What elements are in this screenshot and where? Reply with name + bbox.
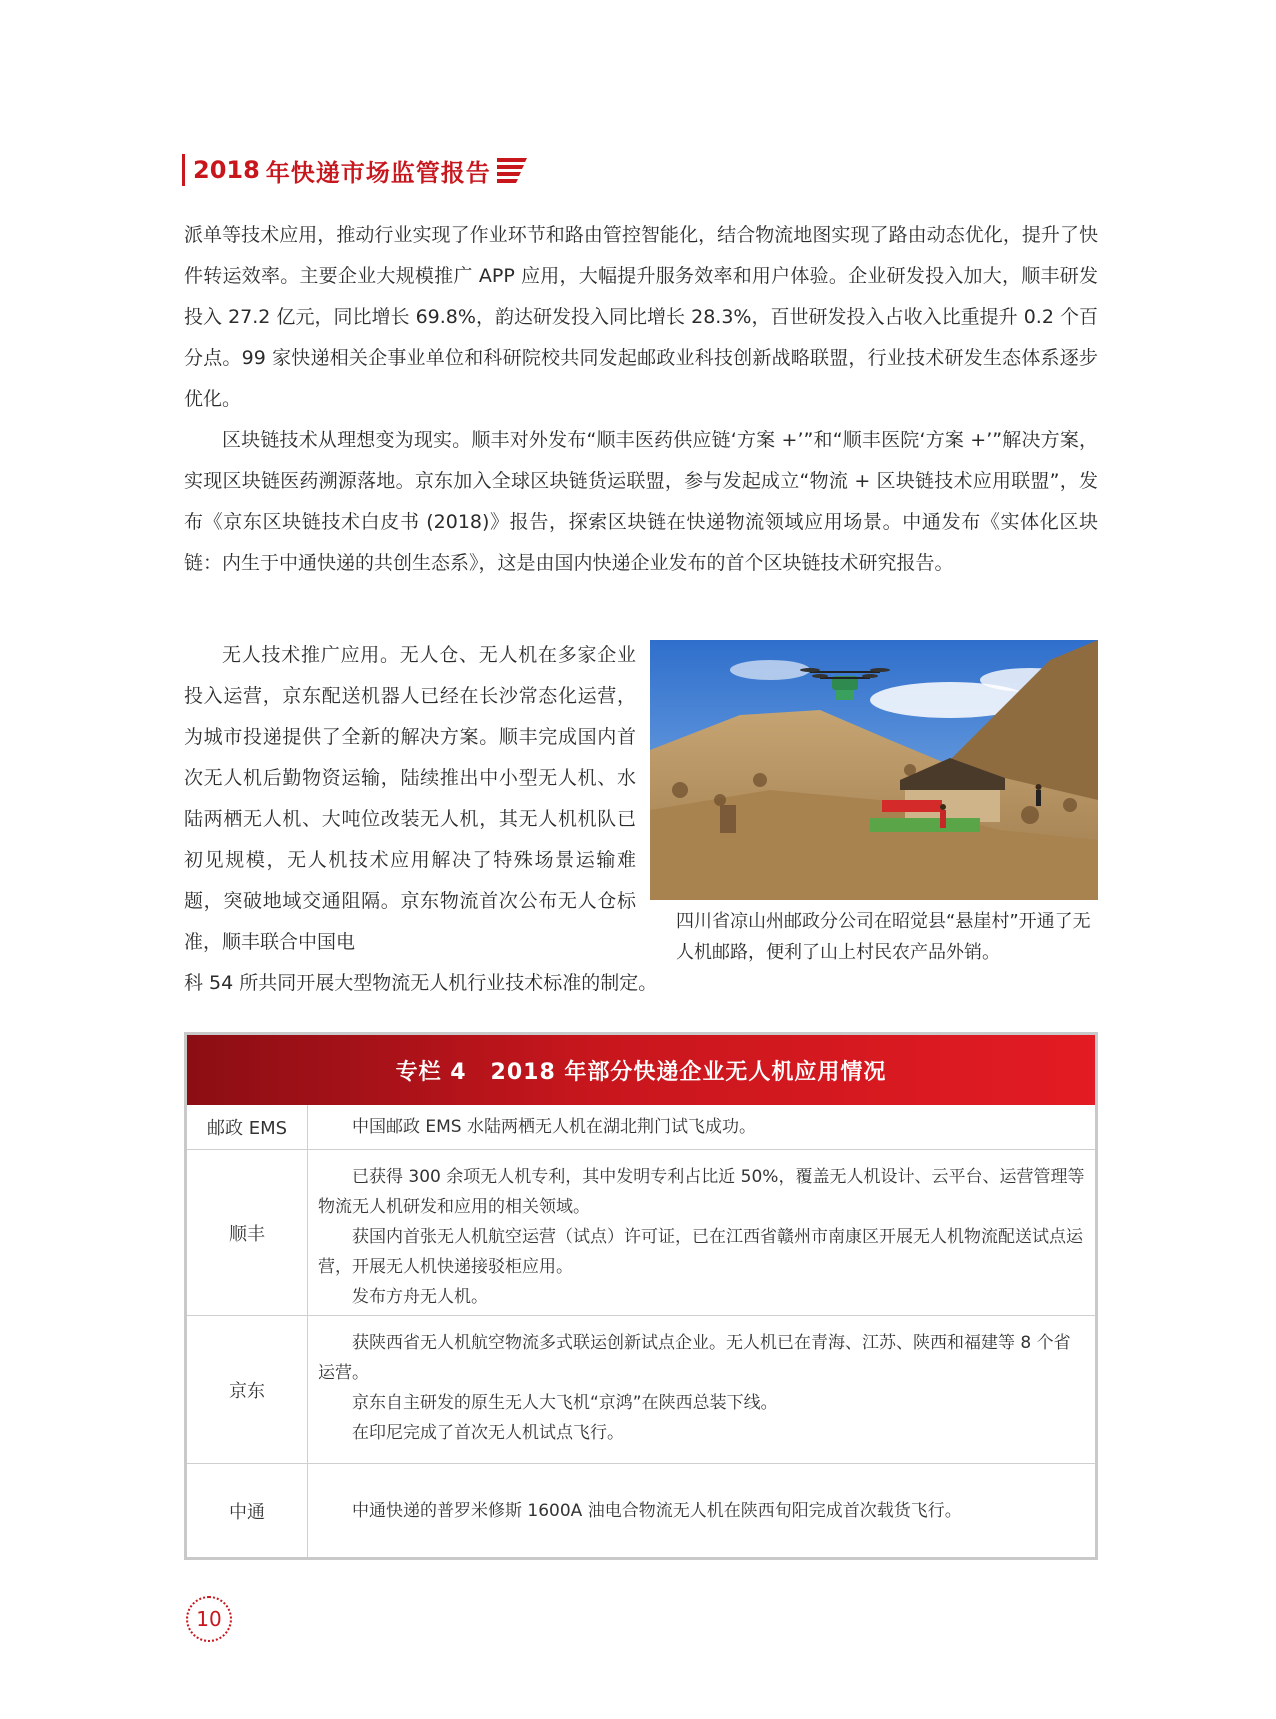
- header-stripes-icon: [497, 157, 527, 183]
- column-title: 2018 年部分快递企业无人机应用情况: [490, 1059, 887, 1085]
- header-accent-bar: [182, 154, 185, 186]
- company-name: 京东: [187, 1316, 308, 1463]
- company-name: 中通: [187, 1464, 308, 1557]
- company-description: [308, 1464, 1095, 1557]
- table-row: [187, 1105, 1095, 1149]
- description-line: 获国内首张无人机航空运营（试点）许可证，已在江西省赣州市南康区开展无人机物流配送试点运营，开展无人机快递接驳柜应用。: [318, 1227, 1083, 1277]
- table-row: [187, 1315, 1095, 1463]
- description-line: 发布方舟无人机。: [352, 1287, 488, 1307]
- description-line: 获陕西省无人机航空物流多式联运创新试点企业。无人机已在青海、江苏、陕西和福建等 8 个省运营。: [318, 1333, 1071, 1383]
- column-box: [184, 1032, 1098, 1560]
- company-description: [308, 1105, 1095, 1149]
- company-description: [308, 1150, 1095, 1315]
- description-line: 中通快递的普罗米修斯 1600A 油电合物流无人机在陕西旬阳完成首次载货飞行。: [352, 1500, 962, 1521]
- page-number: 10: [186, 1596, 232, 1642]
- paragraph-blockchain: 区块链技术从理想变为现实。顺丰对外发布“顺丰医药供应链‘方案 +’”和“顺丰医院‘方案 +’”解决方案，实现区块链医药溯源落地。京东加入全球区块链货运联盟，参与发起成立“物流 + 区块链技术应用联盟”，发布《京东区块链技术白皮书 (2018)》报告，探索区块链在快递物流领域应用场景。中通发布《实体化区块链：内生于中通快递的共创生态系》，这是由国内快递企业发布的首个区块链技术研究报告。: [184, 429, 1098, 574]
- paragraph-tech-application: 派单等技术应用，推动行业实现了作业环节和路由管控智能化，结合物流地图实现了路由动态优化，提升了快件转运效率。主要企业大规模推广 APP 应用，大幅提升服务效率和用户体验。企业研发投入加大，顺丰研发投入 27.2 亿元，同比增长 69.8%，韵达研发投入同比增长 28.3%，百世研发投入占收入比重提升 0.2 个百分点。99 家快递相关企事业单位和科研院校共同发起邮政业科技创新战略联盟，行业技术研发生态体系逐步优化。: [184, 224, 1098, 410]
- column-number: 专栏 4: [395, 1059, 467, 1085]
- header-year: 2018: [193, 156, 260, 184]
- company-name: 邮政 EMS: [187, 1105, 308, 1149]
- page-header: [182, 150, 527, 190]
- header-title: 年快递市场监管报告: [265, 158, 491, 187]
- company-name: 顺丰: [187, 1150, 308, 1315]
- description-line: 在印尼完成了首次无人机试点飞行。: [352, 1423, 624, 1443]
- column-box-header: [187, 1035, 1095, 1105]
- table-row: [187, 1463, 1095, 1557]
- table-row: [187, 1149, 1095, 1315]
- description-line: 中国邮政 EMS 水陆两栖无人机在湖北荆门试飞成功。: [352, 1117, 757, 1137]
- photo-caption: 四川省凉山州邮政分公司在昭觉县“悬崖村”开通了无人机邮路，便利了山上村民农产品外销。: [676, 911, 1091, 963]
- drone-photo-illustration: [650, 640, 1098, 900]
- description-line: 京东自主研发的原生无人大飞机“京鸿”在陕西总装下线。: [352, 1393, 778, 1413]
- description-line: 已获得 300 余项无人机专利，其中发明专利占比近 50%，覆盖无人机设计、云平台、运营管理等物流无人机研发和应用的相关领域。: [318, 1167, 1085, 1217]
- company-description: [308, 1316, 1095, 1463]
- drone-delivery-photo: [650, 640, 1098, 900]
- paragraph-unmanned-tech: 无人技术推广应用。无人仓、无人机在多家企业投入运营，京东配送机器人已经在长沙常态化运营，为城市投递提供了全新的解决方案。顺丰完成国内首次无人机后勤物资运输，陆续推出中小型无人机、水陆两栖无人机、大吨位改装无人机，其无人机机队已初见规模，无人机技术应用解决了特殊场景运输难题，突破地域交通阻隔。京东物流首次公布无人仓标准，顺丰联合中国电: [184, 644, 636, 953]
- paragraph-unmanned-tech-end: 科 54 所共同开展大型物流无人机行业技术标准的制定。: [184, 972, 658, 994]
